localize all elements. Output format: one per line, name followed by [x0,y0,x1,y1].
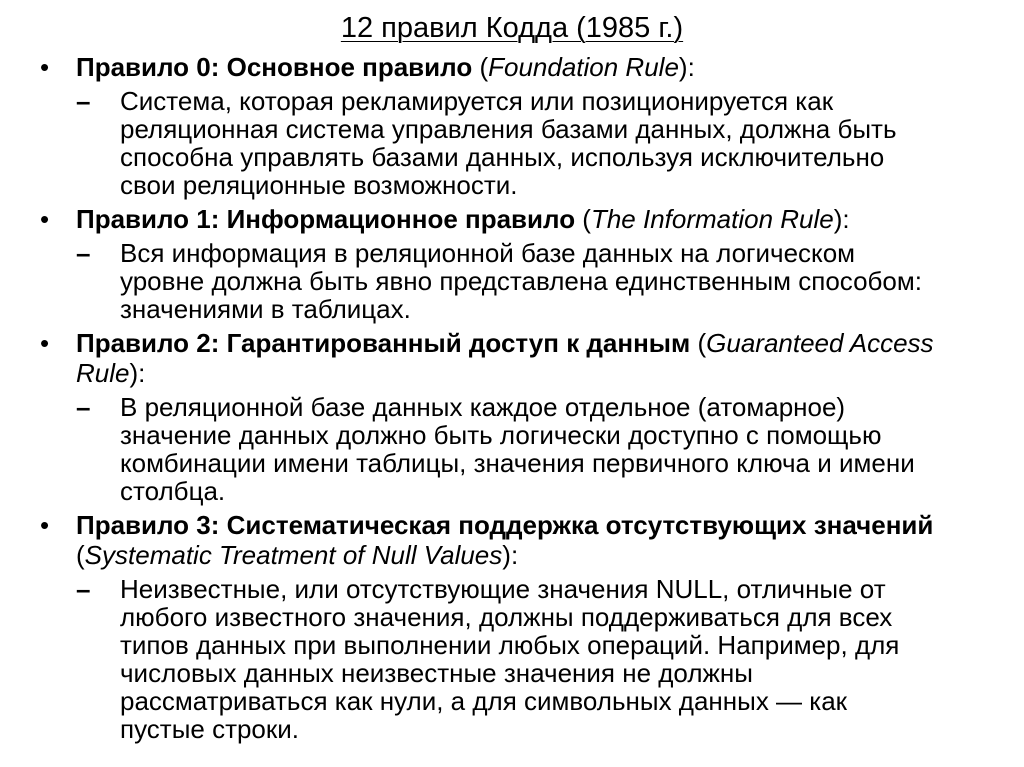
description-line: комбинации имени таблицы, значения первичного ключа и имени [120,448,915,478]
bullet-icon: • [40,52,50,82]
description-line: значениями в таблицах. [120,294,411,324]
description-line: любого известного значения, должны поддерживаться для всех [120,602,893,632]
description-line: Система, которая рекламируется или позиционируется как [120,86,834,116]
rule-heading [76,204,1010,234]
description-line: типов данных при выполнении любых операций. Например, для [120,630,900,660]
dash-icon: – [76,392,91,422]
rule-label: Правило 1: Информационное правило [76,204,576,234]
rule-open-paren: ( [472,52,489,82]
rule-heading [76,510,1010,570]
description-line: Неизвестные, или отсутствующие значения NULL, отличные от [120,574,886,604]
rule-close: ): [833,204,850,234]
rule-item [40,328,1010,505]
bullet-icon: • [40,328,50,358]
bullet-icon: • [40,204,50,234]
rule-close: ): [129,358,146,388]
rule-open-paren: ( [76,540,85,570]
description-line: числовых данных неизвестные значения не должны [120,658,753,688]
rule-heading [76,52,1010,82]
rule-english-name: Systematic Treatment of Null Values [84,540,503,570]
rule-close: ): [678,52,695,82]
rule-english-name: The Information Rule [590,204,834,234]
description-line: Вся информация в реляционной базе данных на логическом [120,238,856,268]
rule-english-name: Foundation Rule [488,52,679,82]
rule-open-paren: ( [690,328,707,358]
rule-description [76,393,1010,505]
description-line: уровне должна быть явно представлена единственным способом: [120,266,922,296]
rule-heading [76,328,1010,388]
description-line: В реляционной базе данных каждое отдельное (атомарное) [120,392,846,422]
dash-icon: – [76,238,91,268]
description-line: значение данных должно быть логически доступно с помощью [120,420,882,450]
rule-description [76,87,1010,199]
rule-item [40,510,1010,743]
description-line: реляционная система управления базами данных, должна быть [120,114,897,144]
bullet-icon: • [40,510,50,540]
rule-close: ): [502,540,519,570]
rule-item [40,52,1010,199]
description-line: пустые строки. [120,714,300,744]
description-line: столбца. [120,476,226,506]
description-line: способна управлять базами данных, используя исключительно [120,142,885,172]
description-line: свои реляционные возможности. [120,170,518,200]
slide-title: 12 правил Кодда (1985 г.) [340,12,684,44]
rule-label: Правило 3: Систематическая поддержка отсутствующих значений [76,510,934,540]
rule-english-name: Guaranteed Access Rule [76,328,934,388]
rules-list [40,52,1010,748]
rule-description [76,239,1010,323]
description-line: рассматриваться как нули, а для символьных данных — как [120,686,848,716]
rule-label: Правило 2: Гарантированный доступ к данным [76,328,691,358]
rule-open-paren: ( [575,204,591,234]
rule-item [40,204,1010,323]
dash-icon: – [76,86,91,116]
rule-description [76,575,1010,743]
rule-label: Правило 0: Основное правило [76,52,473,82]
dash-icon: – [76,574,91,604]
